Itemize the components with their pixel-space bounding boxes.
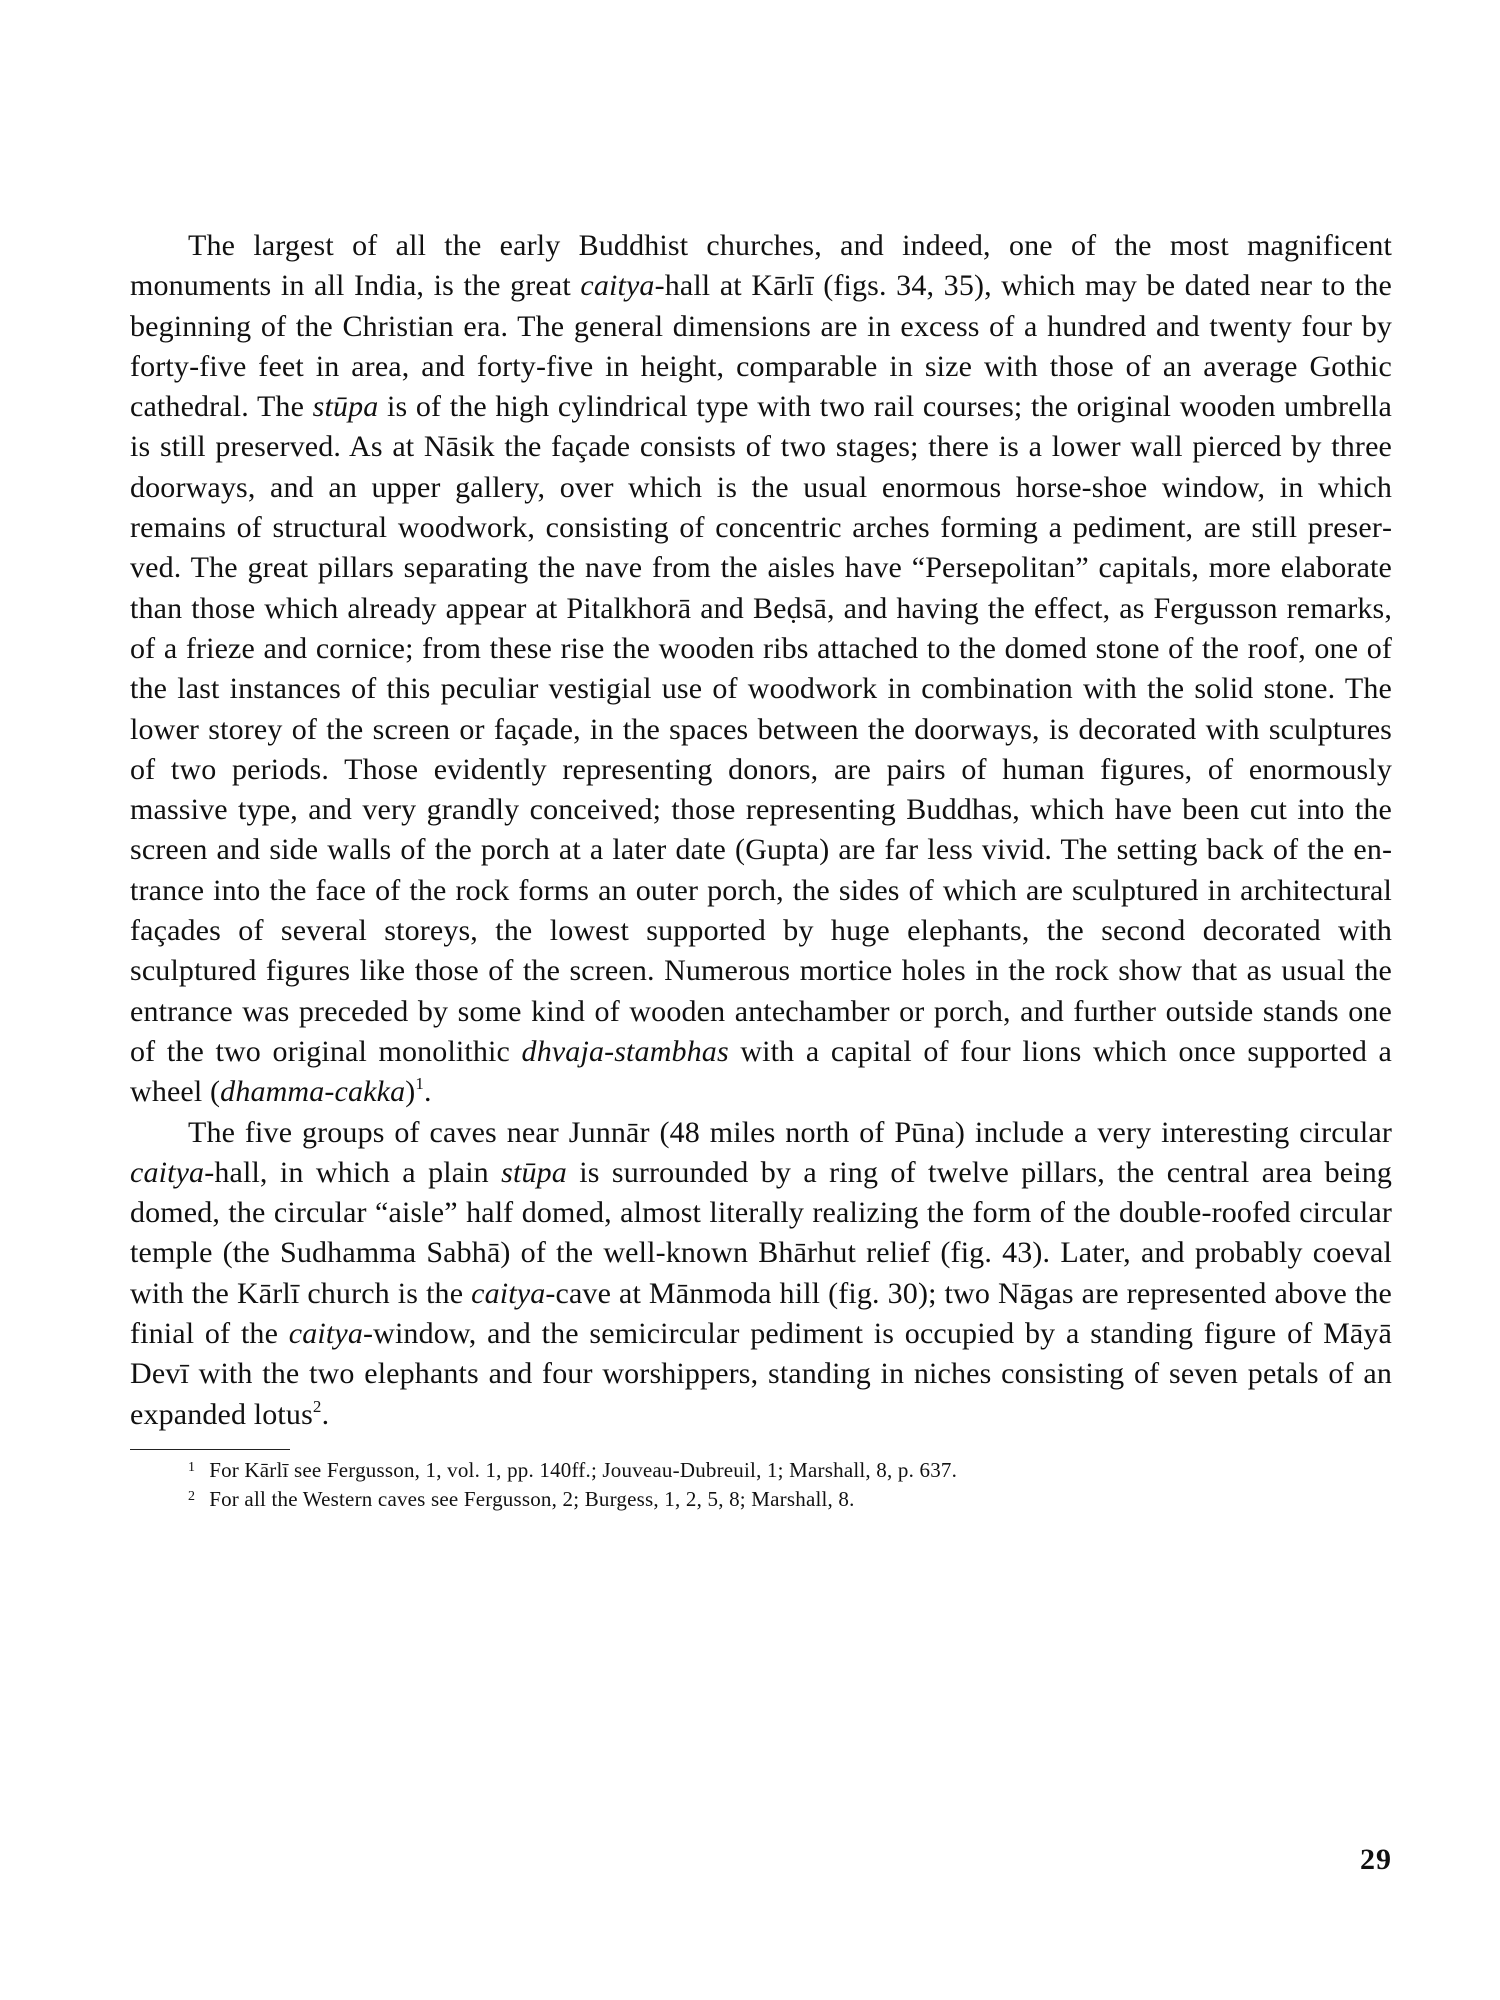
text-run: is surrounded by a ring of twelve pillars, the central area being domed, the circular “aisle” half domed, almost literally realizing the form of the double-roofed circular temple (the Sudhamma Sabhā) of the well-known Bhārhut relief (fig. 43). Later, and probably coeval with the Kārlī church is the — [130, 1155, 1392, 1310]
text-run: The largest of all the early Buddhist churches, and indeed, one of the most magnificent monuments in all India, is the great — [130, 229, 1392, 303]
italic-term: caitya — [580, 269, 655, 303]
paragraph-karli — [130, 226, 1392, 1113]
italic-term: caitya — [471, 1276, 546, 1310]
italic-term: dhvaja-stambhas — [521, 1034, 729, 1068]
page-number: 29 — [1360, 1843, 1392, 1876]
text-run: . — [321, 1397, 330, 1431]
footnote-reference: 1 — [415, 1074, 425, 1094]
text-run: -hall, in which a plain — [204, 1155, 502, 1189]
text-run: -window, and the semicircular pediment is occupied by a standing figure of Māyā Devī with the two elephants and four worshippers, standing in niches consisting of seven petals of an expanded lotus — [130, 1317, 1392, 1431]
paragraph-junnar — [130, 1113, 1392, 1435]
book-page — [130, 226, 1392, 1966]
footnote-marker: 1 — [188, 1459, 196, 1475]
footnote-text: For Kārlī see Fergusson, 1, vol. 1, pp. 140ff.; Jouveau-Dubreuil, 1; Marshall, 8, p. 637. — [209, 1457, 958, 1482]
footnote-text: For all the Western caves see Fergusson, 2; Burgess, 1, 2, 5, 8; Marshall, 8. — [209, 1486, 855, 1511]
footnote-marker: 2 — [188, 1488, 196, 1504]
footnote-2 — [130, 1485, 1392, 1514]
italic-term: stūpa — [501, 1155, 567, 1189]
text-run: ) — [405, 1075, 416, 1109]
text-run: -hall at Kārlī (figs. 34, 35), which may be dated near to the beginning of the Christian era. The general dimensions are in excess of a hundred and twenty four by forty-five feet in area, and forty-five in height, comparable in size with those of an average Gothic cathedral. The — [130, 269, 1392, 424]
footnotes — [130, 1456, 1392, 1514]
italic-term: stūpa — [312, 390, 379, 424]
footnote-1 — [130, 1456, 1392, 1485]
italic-term: dhamma-cakka — [220, 1075, 406, 1109]
italic-term: caitya — [130, 1155, 205, 1189]
text-run: is of the high cylindrical type with two rail courses; the original wooden umbrella is still preserved. As at Nāsik the façade consists of two stages; there is a lower wall pierced by three doorways, and an upper gallery, over which is the usual enormous horse-shoe window, in which remains of structural woodwork, consisting of concentric arches forming a pediment, are still preserved. The great pillars separating the nave from the aisles have “Persepolitan” capitals, more elaborate than those which already appear at Pitalkhorā and Beḍsā, and having the effect, as Fergusson remarks, of a frieze and cornice; from these rise the wooden ribs attached to the domed stone of the roof, one of the last instances of this peculiar vestigial use of woodwork in combination with the solid stone. The lower storey of the screen or façade, in the spaces between the doorways, is decorated with sculptures of two periods. Those evidently representing donors, are pairs of human figures, of enormously massive type, and very grandly conceived; those representing Buddhas, which have been cut into the screen and side walls of the porch at a later date (Gupta) are far less vivid. The setting back of the entrance into the face of the rock forms an outer porch, the sides of which are sculptured in architectural façades of several storeys, the lowest supported by huge elephants, the second decorated with sculptured figures like those of the screen. Numerous mortice holes in the rock show that as usual the entrance was preceded by some kind of wooden antechamber or porch, and further outside stands one of the two original monolithic — [130, 390, 1392, 1068]
text-run: -cave at Mānmoda hill (fig. 30); two Nāgas are represented above the finial of the — [130, 1276, 1392, 1351]
footnote-reference: 2 — [312, 1396, 322, 1416]
text-run: . — [424, 1075, 432, 1109]
text-run: with a capital of four lions which once supported a wheel ( — [130, 1034, 1392, 1109]
body-text — [130, 226, 1392, 1435]
text-run: The five groups of caves near Junnār (48 miles north of Pūna) include a very interesting circular — [188, 1115, 1392, 1149]
footnote-rule — [130, 1449, 290, 1450]
italic-term: caitya — [288, 1317, 363, 1351]
